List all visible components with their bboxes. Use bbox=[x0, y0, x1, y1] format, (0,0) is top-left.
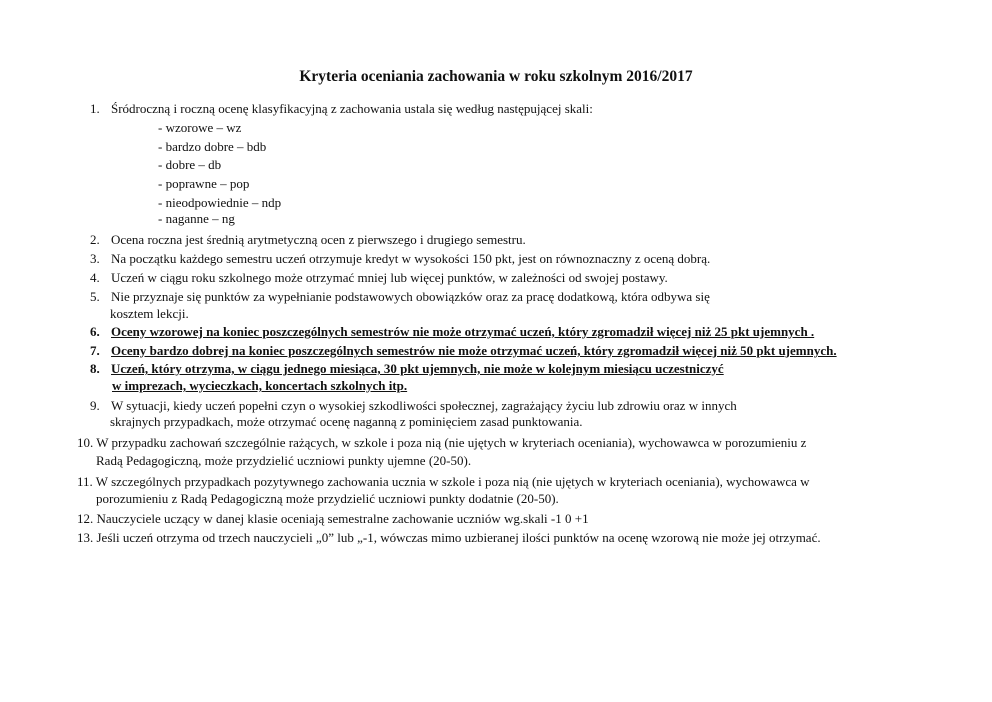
list-item-4 bbox=[90, 270, 668, 285]
list-item-12 bbox=[77, 511, 589, 526]
scale-item-nieodpowiednie: - nieodpowiednie – ndp bbox=[158, 195, 282, 210]
scale-item-dobre: - dobre – db bbox=[158, 157, 222, 172]
list-item-3 bbox=[90, 251, 710, 266]
item-number: 13. bbox=[77, 530, 94, 545]
item-text: Nauczyciele uczący w danej klasie oceniają semestralne zachowanie uczniów wg.skali -1 0 +1 bbox=[96, 511, 589, 526]
item-text: W przypadku zachowań szczególnie rażących, w szkole i poza nią (nie ujętych w kryteriach oceniania), wychowawca w porozumieniu z bbox=[96, 435, 807, 450]
scale-item-wzorowe: - wzorowe – wz bbox=[158, 120, 242, 135]
item-text: Na początku każdego semestru uczeń otrzymuje kredyt w wysokości 150 pkt, jest on równoznaczny z oceną dobrą. bbox=[111, 251, 711, 266]
item-number: 2. bbox=[90, 232, 100, 247]
list-item-11-continuation: porozumieniu z Radą Pedagogiczną może przydzielić uczniowi punkty dodatnie (20-50). bbox=[96, 491, 559, 506]
item-number: 3. bbox=[90, 251, 100, 266]
list-item-13 bbox=[77, 530, 821, 545]
item-number: 11. bbox=[77, 474, 93, 489]
item-number: 1. bbox=[90, 101, 100, 116]
item-text: Uczeń, który otrzyma, w ciągu jednego miesiąca, 30 pkt ujemnych, nie może w kolejnym miesiącu uczestniczyć bbox=[111, 361, 724, 376]
list-item-1 bbox=[90, 101, 593, 116]
list-item-5 bbox=[90, 289, 710, 304]
item-text: Ocena roczna jest średnią arytmetyczną ocen z pierwszego i drugiego semestru. bbox=[111, 232, 526, 247]
list-item-10-continuation: Radą Pedagogiczną, może przydzielić uczniowi punkty ujemne (20-50). bbox=[96, 453, 472, 468]
item-text: Nie przyznaje się punktów za wypełnianie podstawowych obowiązków oraz za pracę dodatkową, która odbywa się bbox=[111, 289, 710, 304]
list-item-11 bbox=[77, 474, 810, 489]
item-number: 7. bbox=[90, 343, 100, 358]
list-item-6 bbox=[90, 324, 814, 339]
list-item-2 bbox=[90, 232, 526, 247]
scale-item-naganne: - naganne – ng bbox=[158, 211, 235, 226]
item-text: Śródroczną i roczną ocenę klasyfikacyjną z zachowania ustala się według następującej skali: bbox=[111, 101, 593, 116]
document-title: Kryteria oceniania zachowania w roku szkolnym 2016/2017 bbox=[299, 68, 693, 85]
list-item-8 bbox=[90, 361, 724, 376]
item-number: 8. bbox=[90, 361, 100, 376]
item-text: W szczególnych przypadkach pozytywnego zachowania ucznia w szkole i poza nią (nie ujętych w kryteriach oceniania), wychowawca w bbox=[95, 474, 810, 489]
item-number: 10. bbox=[77, 435, 94, 450]
item-number: 6. bbox=[90, 324, 100, 339]
item-text: Oceny wzorowej na koniec poszczególnych semestrów nie może otrzymać uczeń, który zgromadził więcej niż 25 pkt ujemnych . bbox=[111, 324, 815, 339]
item-text: W sytuacji, kiedy uczeń popełni czyn o wysokiej szkodliwości społecznej, zagrażający życiu lub zdrowiu oraz w innych bbox=[111, 398, 737, 413]
list-item-9-continuation: skrajnych przypadkach, może otrzymać ocenę naganną z pominięciem zasad punktowania. bbox=[110, 414, 583, 429]
item-number: 12. bbox=[77, 511, 94, 526]
list-item-7 bbox=[90, 343, 837, 358]
list-item-9 bbox=[90, 398, 737, 413]
scale-item-poprawne: - poprawne – pop bbox=[158, 176, 250, 191]
item-text: Uczeń w ciągu roku szkolnego może otrzymać mniej lub więcej punktów, w zależności od swojej postawy. bbox=[111, 270, 668, 285]
item-number: 4. bbox=[90, 270, 100, 285]
item-number: 9. bbox=[90, 398, 100, 413]
item-text: Oceny bardzo dobrej na koniec poszczególnych semestrów nie może otrzymać uczeń, który zgromadził więcej niż 50 pkt ujemnych. bbox=[111, 343, 837, 358]
list-item-10 bbox=[77, 435, 806, 450]
scale-item-bardzo-dobre: - bardzo dobre – bdb bbox=[158, 139, 267, 154]
item-text: Jeśli uczeń otrzyma od trzech nauczycieli „0” lub „-1, wówczas mimo uzbieranej ilości punktów na ocenę wzorową nie może jej otrzymać. bbox=[96, 530, 821, 545]
list-item-8-continuation: w imprezach, wycieczkach, koncertach szkolnych itp. bbox=[112, 378, 408, 393]
item-number: 5. bbox=[90, 289, 100, 304]
list-item-5-continuation: kosztem lekcji. bbox=[110, 306, 189, 321]
